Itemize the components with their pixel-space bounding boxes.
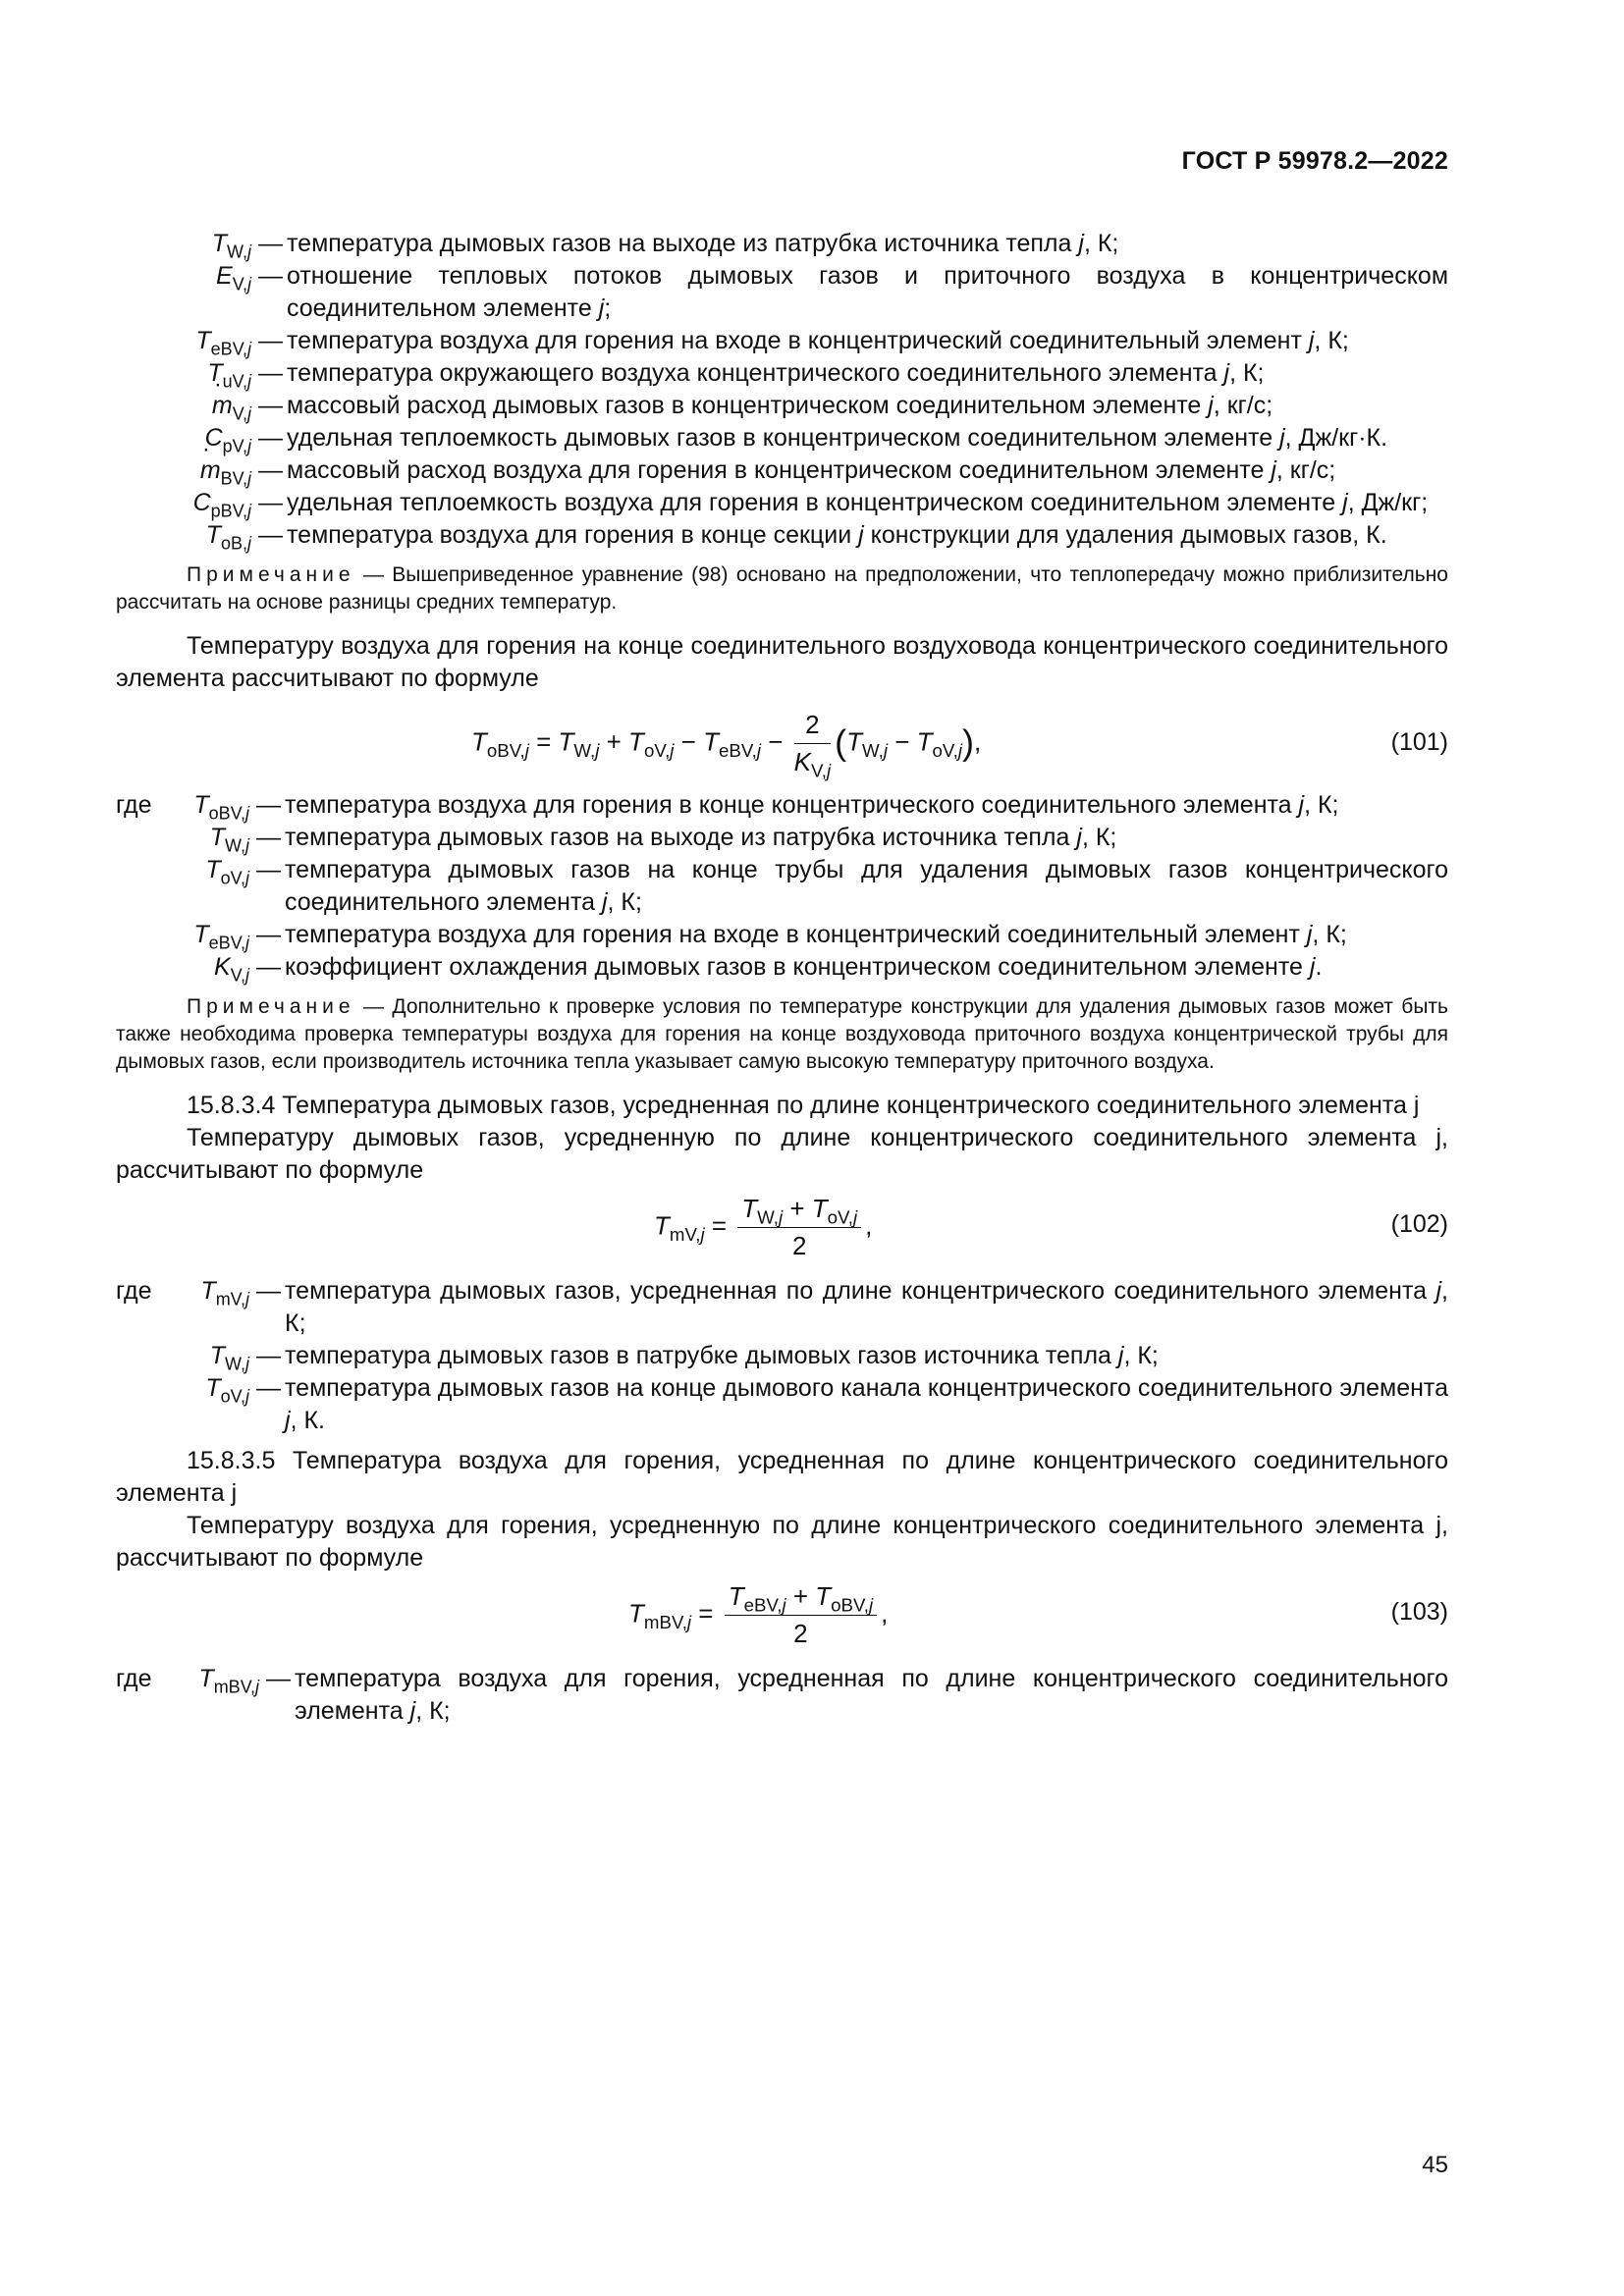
definition-symbol: $C_{pV,j}$ — — [204, 424, 283, 456]
paragraph-formula-101-intro: Температуру воздуха для горения на конце соединительного воздуховода концентрического соединительного элемента рассчитывают по формуле — [116, 632, 1448, 692]
definition-text: температура дымовых газов, усредненная по длине концентрического соединительного элемента j, К; — [285, 1277, 1448, 1337]
definition-text: коэффициент охлаждения дымовых газов в концентрическом соединительном элементе j. — [285, 953, 1323, 981]
definition-symbol: $T_{W,j}$ — — [209, 1342, 281, 1374]
formula-101 — [116, 709, 1448, 779]
standard-header: ГОСТ Р 59978.2—2022 — [1181, 147, 1448, 175]
page-number: 45 — [1422, 2152, 1448, 2178]
document-page — [116, 0, 1448, 2296]
page-body — [116, 228, 1448, 1728]
definition-symbol: $C_{pBV,j}$ — — [192, 489, 283, 521]
formula-103-expression: $T_{mBV,j}$ = $\frac{T_{eBV,j} + T_{oBV,j}}{2}$ , — [628, 1581, 889, 1648]
definition-text: отношение тепловых потоков дымовых газов и приточного воздуха в концентрическом соединительном элементе j; — [287, 262, 1448, 322]
definition-symbol: $T_{W,j}$ — — [209, 824, 281, 856]
paragraph-formula-103-intro: Температуру воздуха для горения, усредненную по длине концентрического соединительного элемента j, рассчитывают по формуле — [116, 1512, 1448, 1572]
note-label: Примечание — [187, 563, 355, 586]
definition-symbol: где $T_{mV,j}$ — — [116, 1277, 281, 1309]
formula-101-expression: $T_{oBV,j} = T_{W,j} + T_{oV,j} - T_{eBV,j}$ − $\frac{2}{K_{V,j}}$ $(T_{W,j} - T_{oV,j})$, — [471, 710, 982, 781]
definition-symbol: где $T_{oBV,j}$ — — [116, 791, 281, 824]
definition-text: температура воздуха для горения на входе в концентрический соединительный элемент j, К; — [285, 921, 1347, 948]
definition-symbol: $T_{W,j}$ — — [211, 230, 283, 262]
definition-symbol: $K_{V,j}$ — — [214, 953, 281, 986]
definition-text: удельная теплоемкость дымовых газов в концентрическом соединительном элементе j, Дж/кг·К. — [287, 424, 1388, 452]
definition-symbol: $T_{eBV,j}$ — — [195, 327, 283, 359]
definition-symbol: $T_{oV,j}$ — — [205, 1374, 281, 1407]
where-label: где — [116, 1277, 152, 1305]
note-text: — Дополнительно к проверке условия по температуре конструкции для удаления дымовых газов может быть также необходима проверка температуры воздуха для горения на конце воздуховода приточного воздуха концентрической трубы для дымовых газов, если производитель источника тепла указывает самую высокую температуру приточного воздуха. — [116, 995, 1448, 1073]
paragraph-formula-102-intro: Температуру дымовых газов, усредненную по длине концентрического соединительного элемента j, рассчитывают по формуле — [116, 1124, 1448, 1184]
formula-102 — [116, 1191, 1448, 1265]
definition-symbol: $T_{oB,j}$ — — [205, 521, 283, 554]
definitions-list-4 — [116, 1663, 1448, 1728]
definition-text: температура воздуха для горения на входе в концентрический соединительный элемент j, К; — [287, 327, 1349, 354]
formula-102-number: (102) — [1390, 1210, 1448, 1238]
definition-text: температура дымовых газов на конце трубы для удаления дымовых газов концентрического соединительного элемента j, К; — [285, 856, 1448, 916]
where-label: где — [116, 791, 152, 819]
note-text: — Вышеприведенное уравнение (98) основано на предположении, что теплопередачу можно приблизительно рассчитать на основе разницы средних температур. — [116, 563, 1448, 614]
definition-text: температура дымовых газов на конце дымового канала концентрического соединительного элемента j, К. — [285, 1374, 1448, 1434]
definition-text: температура дымовых газов на выходе из патрубка источника тепла j, К; — [287, 230, 1119, 257]
formula-103-number: (103) — [1390, 1598, 1448, 1626]
formula-103 — [116, 1578, 1448, 1653]
formula-102-expression: $T_{mV,j}$ = $\frac{T_{W,j} + T_{oV,j}}{2}$ , — [654, 1194, 873, 1260]
definition-text: температура воздуха для горения в конце концентрического соединительного элемента j, К; — [285, 791, 1339, 819]
definition-symbol: $T_{oV,j}$ — — [205, 856, 281, 888]
note-1 — [116, 561, 1448, 616]
definition-symbol: $E_{V,j}$ — — [216, 262, 283, 294]
definition-symbol: · $m_{BV,j}$ — — [116, 454, 285, 487]
definition-symbol: · $m_{V,j}$ — — [116, 390, 285, 422]
definitions-list-3 — [116, 1275, 1448, 1437]
note-2 — [116, 993, 1448, 1076]
definition-text: удельная теплоемкость воздуха для горения в концентрическом соединительном элементе j, Дж/кг; — [287, 489, 1429, 516]
definition-text: температура дымовых газов на выходе из патрубка источника тепла j, К; — [285, 824, 1117, 851]
definition-text: температура окружающего воздуха концентрического соединительного элемента j, К; — [287, 359, 1265, 387]
definition-text: массовый расход воздуха для горения в концентрическом соединительном элементе j, кг/с; — [287, 456, 1336, 484]
note-label: Примечание — [187, 995, 355, 1018]
definition-symbol: где $T_{mBV,j}$ — — [116, 1665, 291, 1697]
definition-text: температура воздуха для горения, усредненная по длине концентрического соединительного элемента j, К; — [295, 1665, 1448, 1725]
definition-symbol: $T_{uV,j}$ — — [207, 359, 283, 392]
definitions-list-2 — [116, 789, 1448, 984]
definition-text: температура воздуха для горения в конце секции j конструкции для удаления дымовых газов, К. — [287, 521, 1387, 549]
formula-101-number: (101) — [1390, 728, 1448, 756]
section-15-8-3-5-title: 15.8.3.5 Температура воздуха для горения, усредненная по длине концентрического соединительного элемента j — [116, 1447, 1448, 1507]
definition-symbol: $T_{eBV,j}$ — — [193, 921, 281, 953]
definition-text: температура дымовых газов в патрубке дымовых газов источника тепла j, К; — [285, 1342, 1159, 1369]
definitions-list-1 — [116, 228, 1448, 552]
where-label: где — [116, 1665, 152, 1692]
section-15-8-3-4-title: 15.8.3.4 Температура дымовых газов, усредненная по длине концентрического соединительного элемента j — [187, 1092, 1420, 1119]
definition-text: массовый расход дымовых газов в концентрическом соединительном элементе j, кг/с; — [287, 392, 1273, 419]
